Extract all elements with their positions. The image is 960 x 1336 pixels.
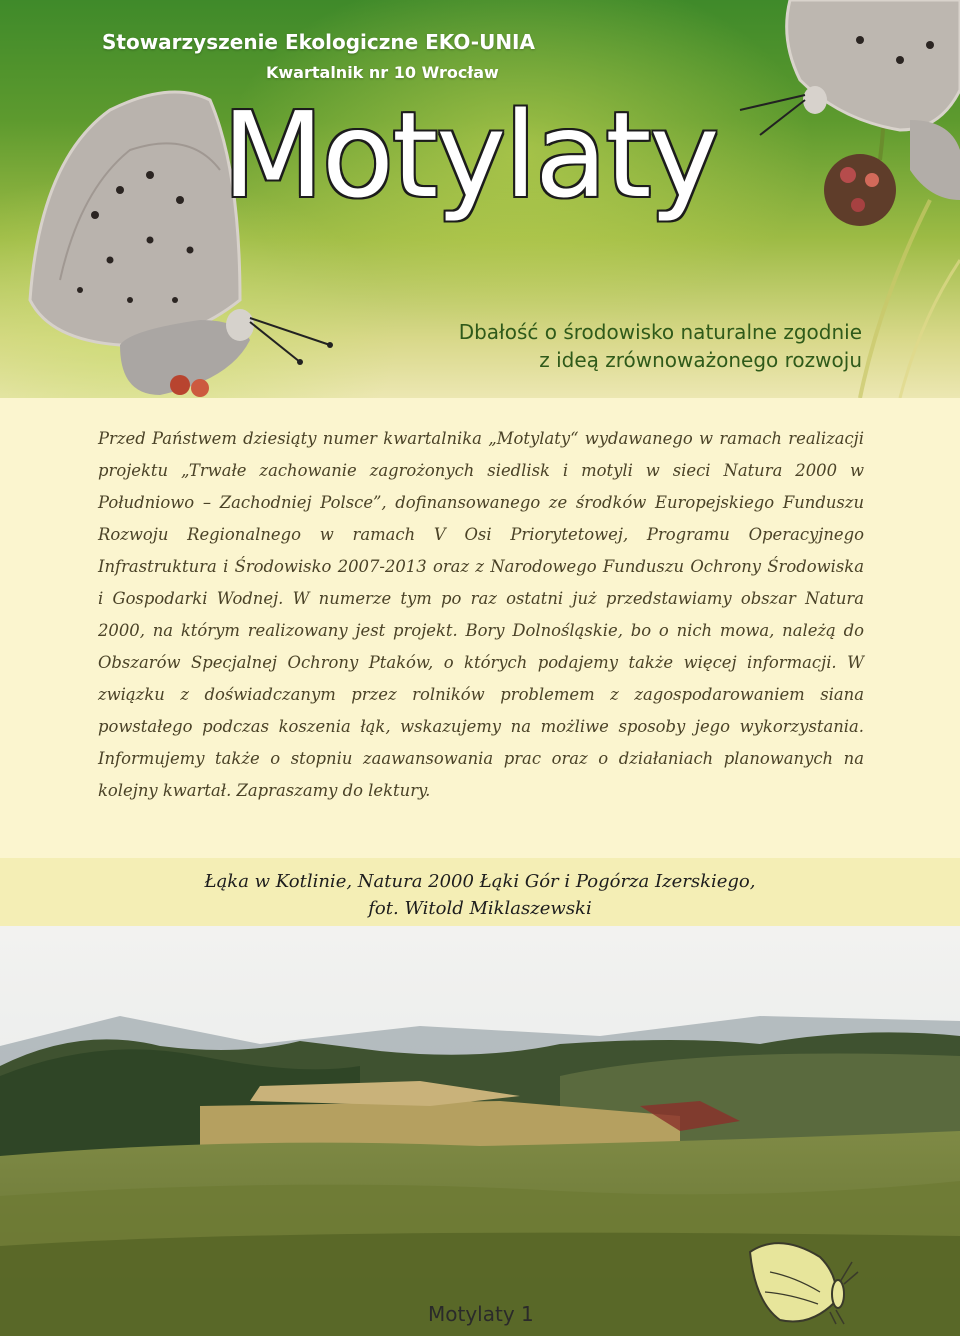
- butterfly-logo-icon: [740, 1232, 860, 1332]
- photo-caption-line-2: fot. Witold Miklaszewski: [368, 898, 592, 919]
- photo-caption: [0, 868, 960, 922]
- organization-name: Stowarzyszenie Ekologiczne EKO-UNIA: [102, 30, 535, 54]
- intro-paragraph: Przed Państwem dziesiąty numer kwartalnika „Motylaty“ wydawanego w ramach realizacji projektu „Trwałe zachowanie zagrożonych siedlisk i motyli w sieci Natura 2000 w Południowo – Zachodniej Polsce”, dofinansowanego ze środków Europejskiego Funduszu Rozwoju Regionalnego w ramach V Osi Priorytetowej, Programu Operacyjnego Infrastruktura i Środowisko 2007-2013 oraz z Narodowego Funduszu Ochrony Środowiska i Gospodarki Wodnej. W numerze tym po raz ostatni już przedstawiamy obszar Natura 2000, na którym realizowany jest projekt. Bory Dolnośląskie, bo o nich mowa, należą do Obszarów Specjalnej Ochrony Ptaków, o których podajemy także więcej informacji. W związku z doświadczanym przez rolników problemem z zagospodarowaniem siana powstałego podczas koszenia łąk, wskazujemy na możliwe sposoby jego wykorzystania. Informujemy także o stopniu zaawansowania prac oraz o działaniach planowanych na kolejny kwartał. Zapraszamy do lektury.: [98, 429, 864, 800]
- tagline-line-1: Dbałość o środowisko naturalne zgodnie: [458, 320, 862, 344]
- page-number-footer: Motylaty 1: [428, 1302, 534, 1326]
- tagline-line-2: z ideą zrównoważonego rozwoju: [539, 348, 862, 372]
- tagline: [459, 318, 862, 374]
- issue-info: Kwartalnik nr 10 Wrocław: [266, 63, 499, 82]
- right-butterfly: [740, 0, 960, 226]
- magazine-title: Motylaty: [222, 86, 718, 224]
- cover-header: [0, 0, 960, 398]
- photo-caption-line-1: Łąka w Kotlinie, Natura 2000 Łąki Gór i Pogórza Izerskiego,: [204, 871, 756, 892]
